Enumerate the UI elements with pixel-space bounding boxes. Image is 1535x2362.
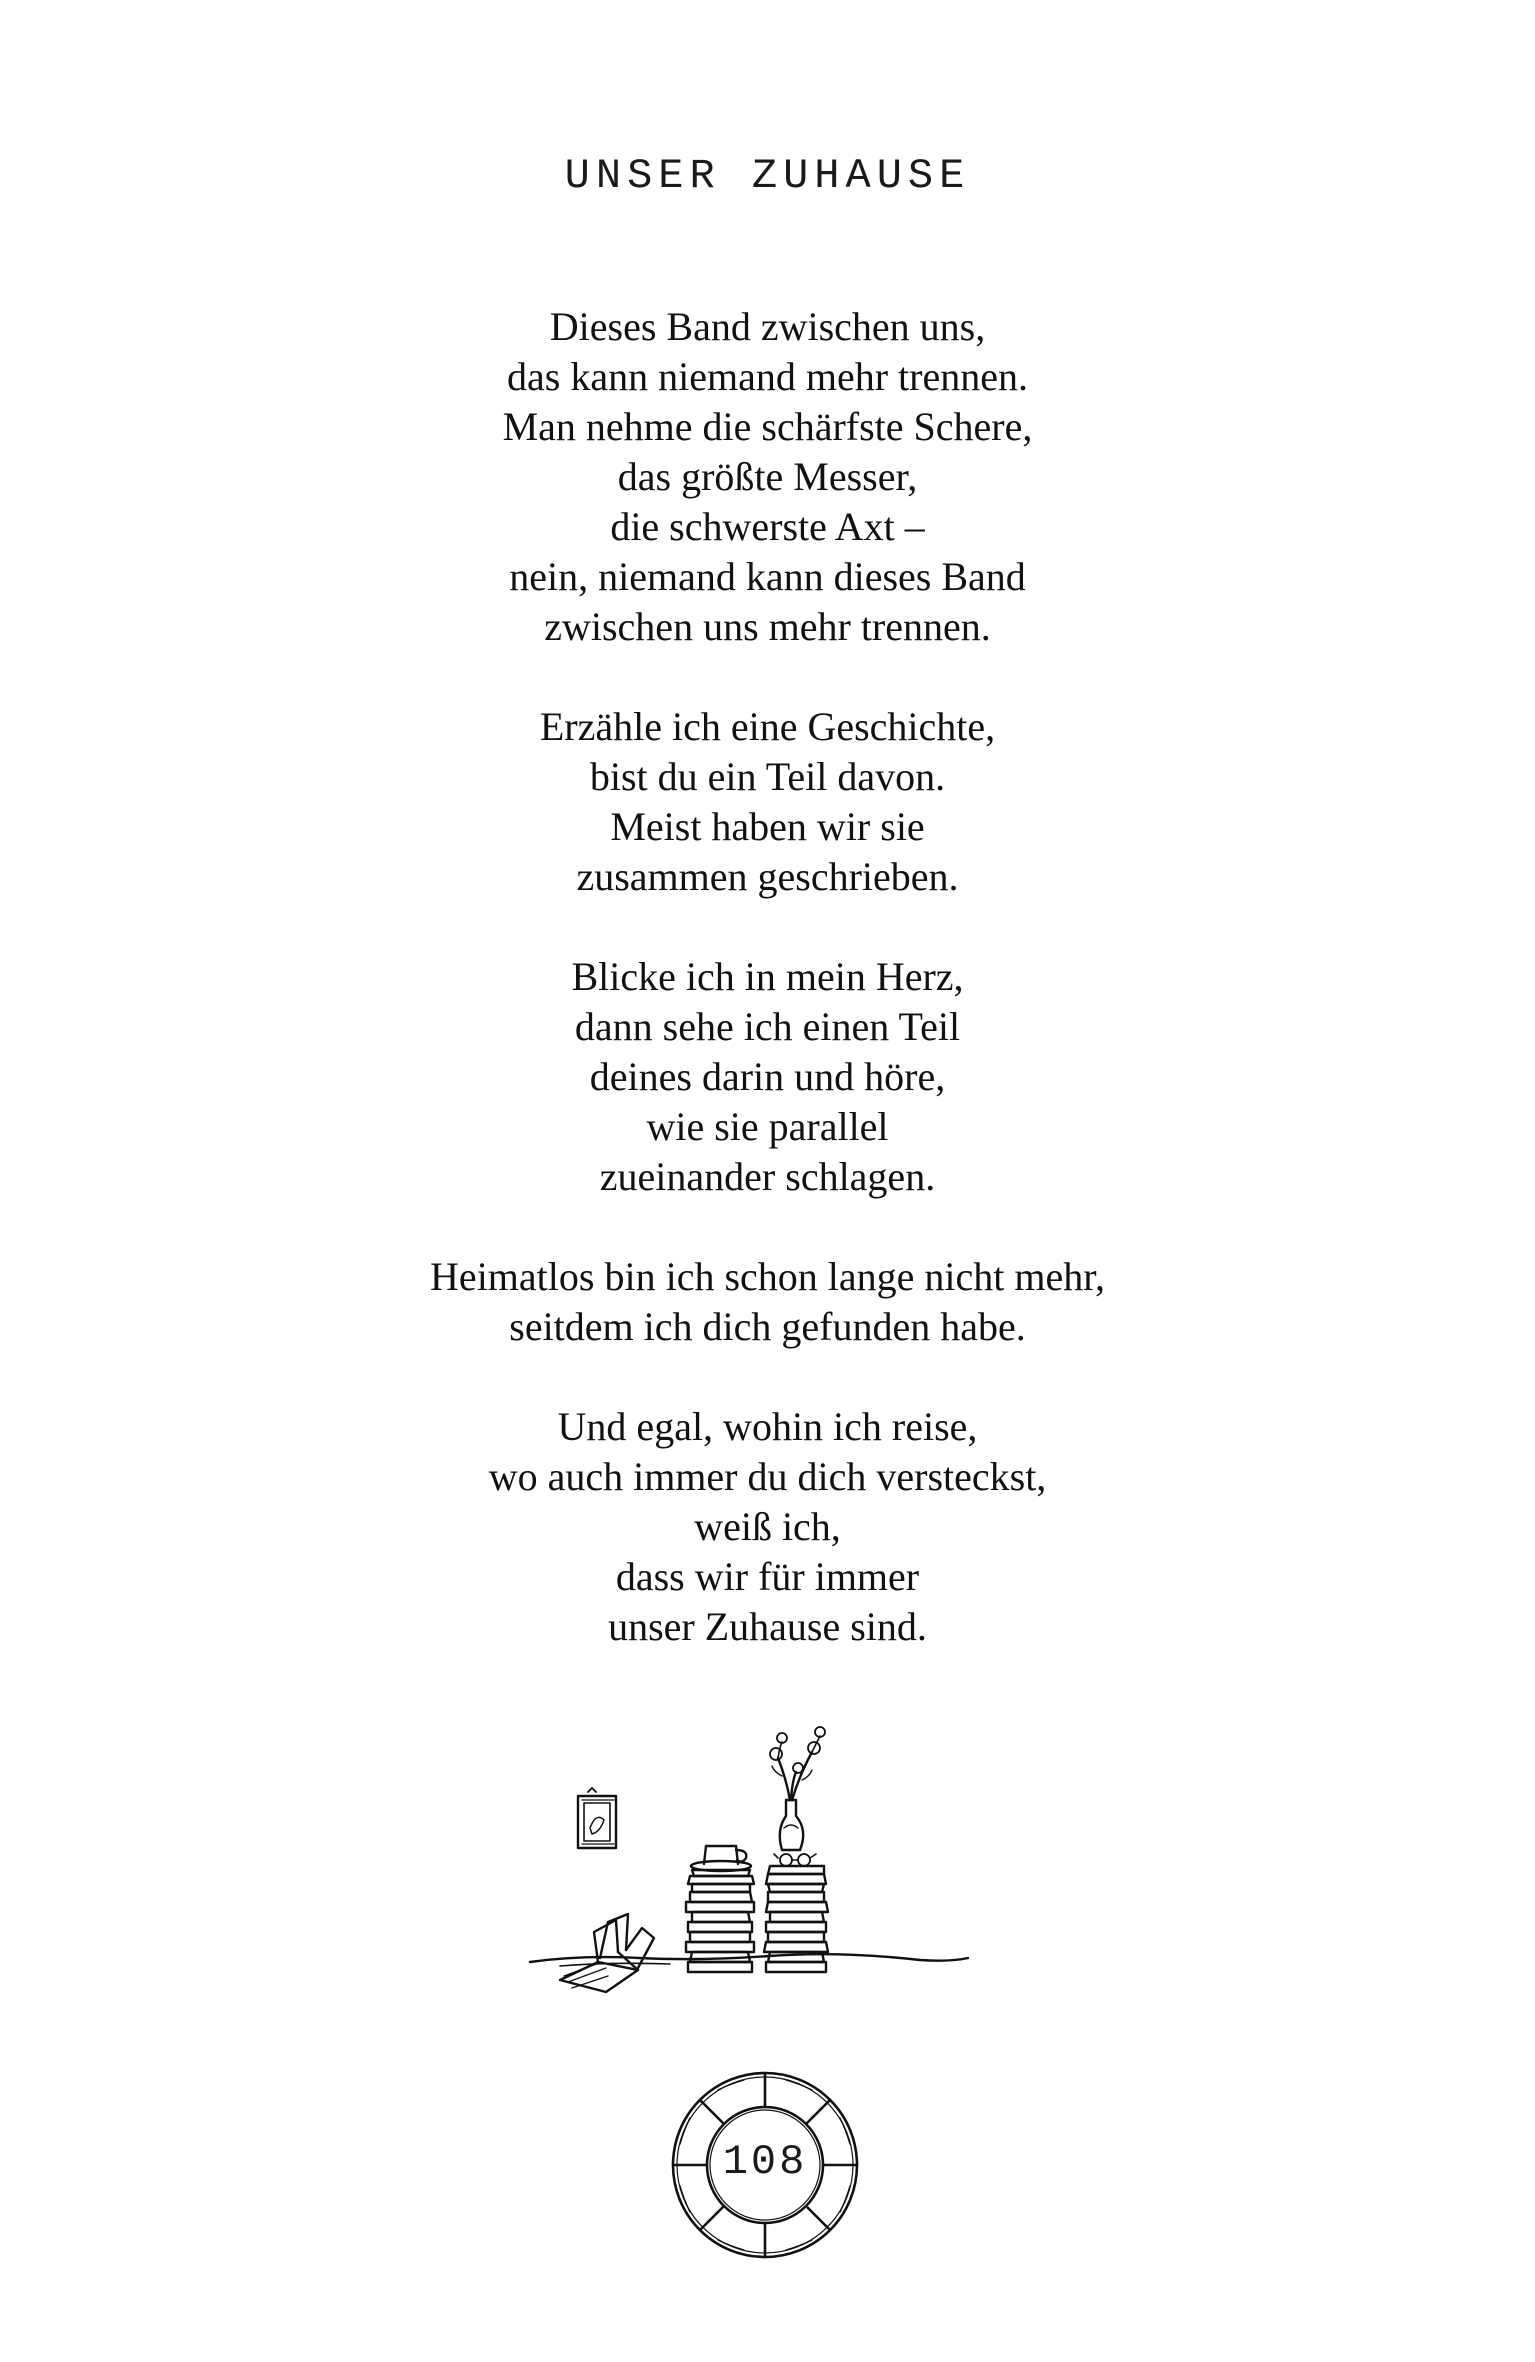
- page-number: 108: [722, 2138, 808, 2186]
- framed-picture-icon: [578, 1788, 616, 1848]
- poem-body: [0, 302, 1535, 1702]
- poem-line: zwischen uns mehr trennen.: [544, 604, 991, 649]
- poem-line: Meist haben wir sie: [610, 804, 925, 849]
- poem-title: UNSER ZUHAUSE: [564, 152, 971, 200]
- poem-line: zusammen geschrieben.: [576, 854, 959, 899]
- poem-line: unser Zuhause sind.: [608, 1604, 927, 1649]
- stanza-2: [0, 702, 1535, 902]
- poem-line: nein, niemand kann dieses Band: [509, 554, 1026, 599]
- poem-line: die schwerste Axt –: [610, 504, 925, 549]
- poem-line: Erzähle ich eine Geschichte,: [539, 704, 996, 749]
- stanza-4: [0, 1252, 1535, 1352]
- poem-line: Blicke ich in mein Herz,: [571, 954, 964, 999]
- poem-line: Dieses Band zwischen uns,: [549, 304, 986, 349]
- poem-line: wie sie parallel: [646, 1104, 889, 1149]
- poem-line: Und egal, wohin ich reise,: [557, 1404, 978, 1449]
- poem-line: bist du ein Teil davon.: [589, 754, 946, 799]
- poem-line: das kann niemand mehr trennen.: [507, 354, 1028, 399]
- poem-line: seitdem ich dich gefunden habe.: [509, 1304, 1026, 1349]
- poem-line: Heimatlos bin ich schon lange nicht mehr,: [430, 1254, 1105, 1299]
- books-cup-vase-sketch-icon: [520, 1700, 980, 2010]
- poem-line: weiß ich,: [694, 1504, 841, 1549]
- stanza-1: [0, 302, 1535, 652]
- book-stack-icon: [686, 1846, 754, 1972]
- poem-line: das größte Messer,: [617, 454, 918, 499]
- book-stack-vase-icon: [764, 1727, 828, 1972]
- poem-line: zueinander schlagen.: [599, 1154, 936, 1199]
- open-book-icon: [560, 1914, 654, 1992]
- stanza-5: [0, 1402, 1535, 1652]
- poem-line: dass wir für immer: [615, 1554, 920, 1599]
- poem-line: wo auch immer du dich versteckst,: [488, 1454, 1047, 1499]
- stanza-3: [0, 952, 1535, 1202]
- poem-line: Man nehme die schärfste Schere,: [502, 404, 1033, 449]
- poem-line: dann sehe ich einen Teil: [574, 1004, 961, 1049]
- poem-line: deines darin und höre,: [589, 1054, 946, 1099]
